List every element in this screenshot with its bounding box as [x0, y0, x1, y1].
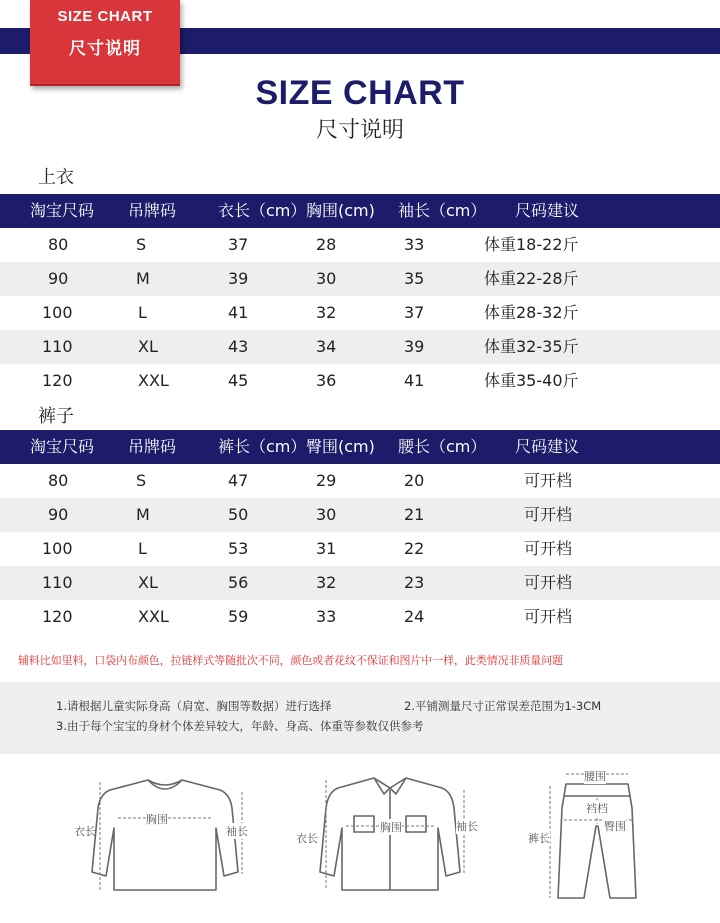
pants-waist-label: 腰围: [584, 770, 606, 783]
cell-advice: 体重28-32斤: [484, 303, 579, 322]
cell-chest: 34: [316, 337, 337, 356]
table-row: [0, 296, 720, 330]
table-row: [0, 262, 720, 296]
cell-advice: 体重35-40斤: [484, 371, 579, 390]
cell-taobao-size: 80: [48, 235, 69, 254]
notes-box: [0, 682, 720, 754]
badge-chinese-text: 尺寸说明: [69, 39, 141, 59]
header-tag-size: 吊牌码: [128, 437, 177, 456]
cell-advice: 可开档: [524, 471, 573, 490]
cell-sleeve: 33: [404, 235, 425, 254]
cell-waist: 21: [404, 505, 425, 524]
sweater-measure-diagram: [70, 768, 260, 908]
cell-waist: 22: [404, 539, 425, 558]
pants-measure-diagram: [524, 768, 654, 913]
table-row: [0, 228, 720, 262]
cell-tag-size: L: [138, 303, 147, 322]
cell-tag-size: S: [136, 235, 147, 254]
tops-section-label: 上衣: [38, 167, 74, 188]
cell-sleeve: 37: [404, 303, 425, 322]
header-advice: 尺码建议: [515, 437, 580, 456]
cell-taobao-size: 120: [42, 371, 73, 390]
cell-chest: 32: [316, 303, 337, 322]
header-length: 衣长（cm）: [218, 201, 307, 220]
table-row: [0, 330, 720, 364]
note-1: 1.请根据儿童实际身高（肩宽、胸围等数据）进行选择: [56, 699, 332, 713]
sweater-chest-label: 胸围: [146, 813, 168, 826]
header-sleeve: 袖长（cm）: [398, 201, 487, 220]
table-row: [0, 364, 720, 398]
cell-hip: 30: [316, 505, 337, 524]
cell-tag-size: XXL: [138, 607, 169, 626]
pants-crotch-label: 裆档: [586, 802, 608, 815]
cell-hip: 33: [316, 607, 337, 626]
header-advice: 尺码建议: [515, 201, 580, 220]
header-taobao-size: 淘宝尺码: [30, 437, 95, 456]
header-hip: 臀围(cm): [306, 437, 375, 456]
cell-taobao-size: 110: [42, 573, 73, 592]
note-3: 3.由于每个宝宝的身材个体差异较大，年龄、身高、体重等参数仅供参考: [56, 719, 424, 733]
cell-sleeve: 41: [404, 371, 425, 390]
cell-hip: 32: [316, 573, 337, 592]
table-row: [0, 532, 720, 566]
table-row: [0, 566, 720, 600]
cell-advice: 体重22-28斤: [484, 269, 579, 288]
cell-length: 41: [228, 303, 249, 322]
cell-waist: 23: [404, 573, 425, 592]
accessory-notice: 辅料比如里料，口袋内布颜色，拉链样式等随批次不同，颜色或者花纹不保证和图片中一样，此类情况非质量问题: [18, 654, 563, 667]
cell-advice: 可开档: [524, 573, 573, 592]
cell-chest: 30: [316, 269, 337, 288]
pants-size-table: [0, 430, 720, 634]
sweater-length-label: 衣长: [74, 825, 96, 838]
cell-tag-size: L: [138, 539, 147, 558]
pants-table-header: [0, 430, 720, 464]
cell-sleeve: 39: [404, 337, 425, 356]
cell-taobao-size: 90: [48, 269, 69, 288]
header-waist: 腰长（cm）: [398, 437, 487, 456]
shirt-sleeve-label: 袖长: [456, 820, 478, 833]
cell-pants-length: 47: [228, 471, 249, 490]
cell-tag-size: XL: [138, 337, 158, 356]
table-row: [0, 464, 720, 498]
cell-pants-length: 59: [228, 607, 249, 626]
cell-taobao-size: 80: [48, 471, 69, 490]
page-subtitle: 尺寸说明: [315, 118, 404, 143]
cell-taobao-size: 90: [48, 505, 69, 524]
cell-advice: 体重32-35斤: [484, 337, 579, 356]
cell-length: 43: [228, 337, 249, 356]
cell-advice: 可开档: [524, 539, 573, 558]
cell-tag-size: M: [136, 505, 150, 524]
cell-pants-length: 56: [228, 573, 249, 592]
shirt-chest-label: 胸围: [380, 821, 402, 834]
shirt-measure-diagram: [290, 768, 490, 908]
pants-hip-label: 臀围: [604, 820, 626, 833]
header-taobao-size: 淘宝尺码: [30, 201, 95, 220]
table-row: [0, 498, 720, 532]
cell-taobao-size: 100: [42, 303, 73, 322]
header-tag-size: 吊牌码: [128, 201, 177, 220]
header-chest: 胸围(cm): [306, 201, 375, 220]
cell-taobao-size: 120: [42, 607, 73, 626]
cell-waist: 20: [404, 471, 425, 490]
table-row: [0, 600, 720, 634]
cell-tag-size: S: [136, 471, 147, 490]
cell-tag-size: XXL: [138, 371, 169, 390]
sweater-sleeve-label: 袖长: [226, 825, 248, 838]
cell-hip: 31: [316, 539, 337, 558]
cell-advice: 体重18-22斤: [484, 235, 579, 254]
cell-pants-length: 50: [228, 505, 249, 524]
pants-section-label: 裤子: [38, 406, 74, 427]
cell-pants-length: 53: [228, 539, 249, 558]
cell-chest: 36: [316, 371, 337, 390]
cell-tag-size: XL: [138, 573, 158, 592]
cell-tag-size: M: [136, 269, 150, 288]
note-2: 2.平铺测量尺寸正常误差范围为1-3CM: [404, 699, 602, 713]
cell-length: 37: [228, 235, 249, 254]
cell-advice: 可开档: [524, 505, 573, 524]
cell-taobao-size: 100: [42, 539, 73, 558]
cell-taobao-size: 110: [42, 337, 73, 356]
cell-advice: 可开档: [524, 607, 573, 626]
shirt-length-label: 衣长: [296, 832, 318, 845]
cell-waist: 24: [404, 607, 425, 626]
shirt-outline-icon: [290, 768, 490, 908]
cell-hip: 29: [316, 471, 337, 490]
cell-length: 39: [228, 269, 249, 288]
header-pants-length: 裤长（cm）: [218, 437, 307, 456]
badge-english-text: SIZE CHART: [57, 8, 153, 25]
tops-size-table: [0, 194, 720, 398]
cell-sleeve: 35: [404, 269, 425, 288]
page-title: SIZE CHART: [255, 74, 465, 112]
cell-length: 45: [228, 371, 249, 390]
cell-chest: 28: [316, 235, 337, 254]
tops-table-header: [0, 194, 720, 228]
pants-length-label: 裤长: [528, 832, 550, 845]
